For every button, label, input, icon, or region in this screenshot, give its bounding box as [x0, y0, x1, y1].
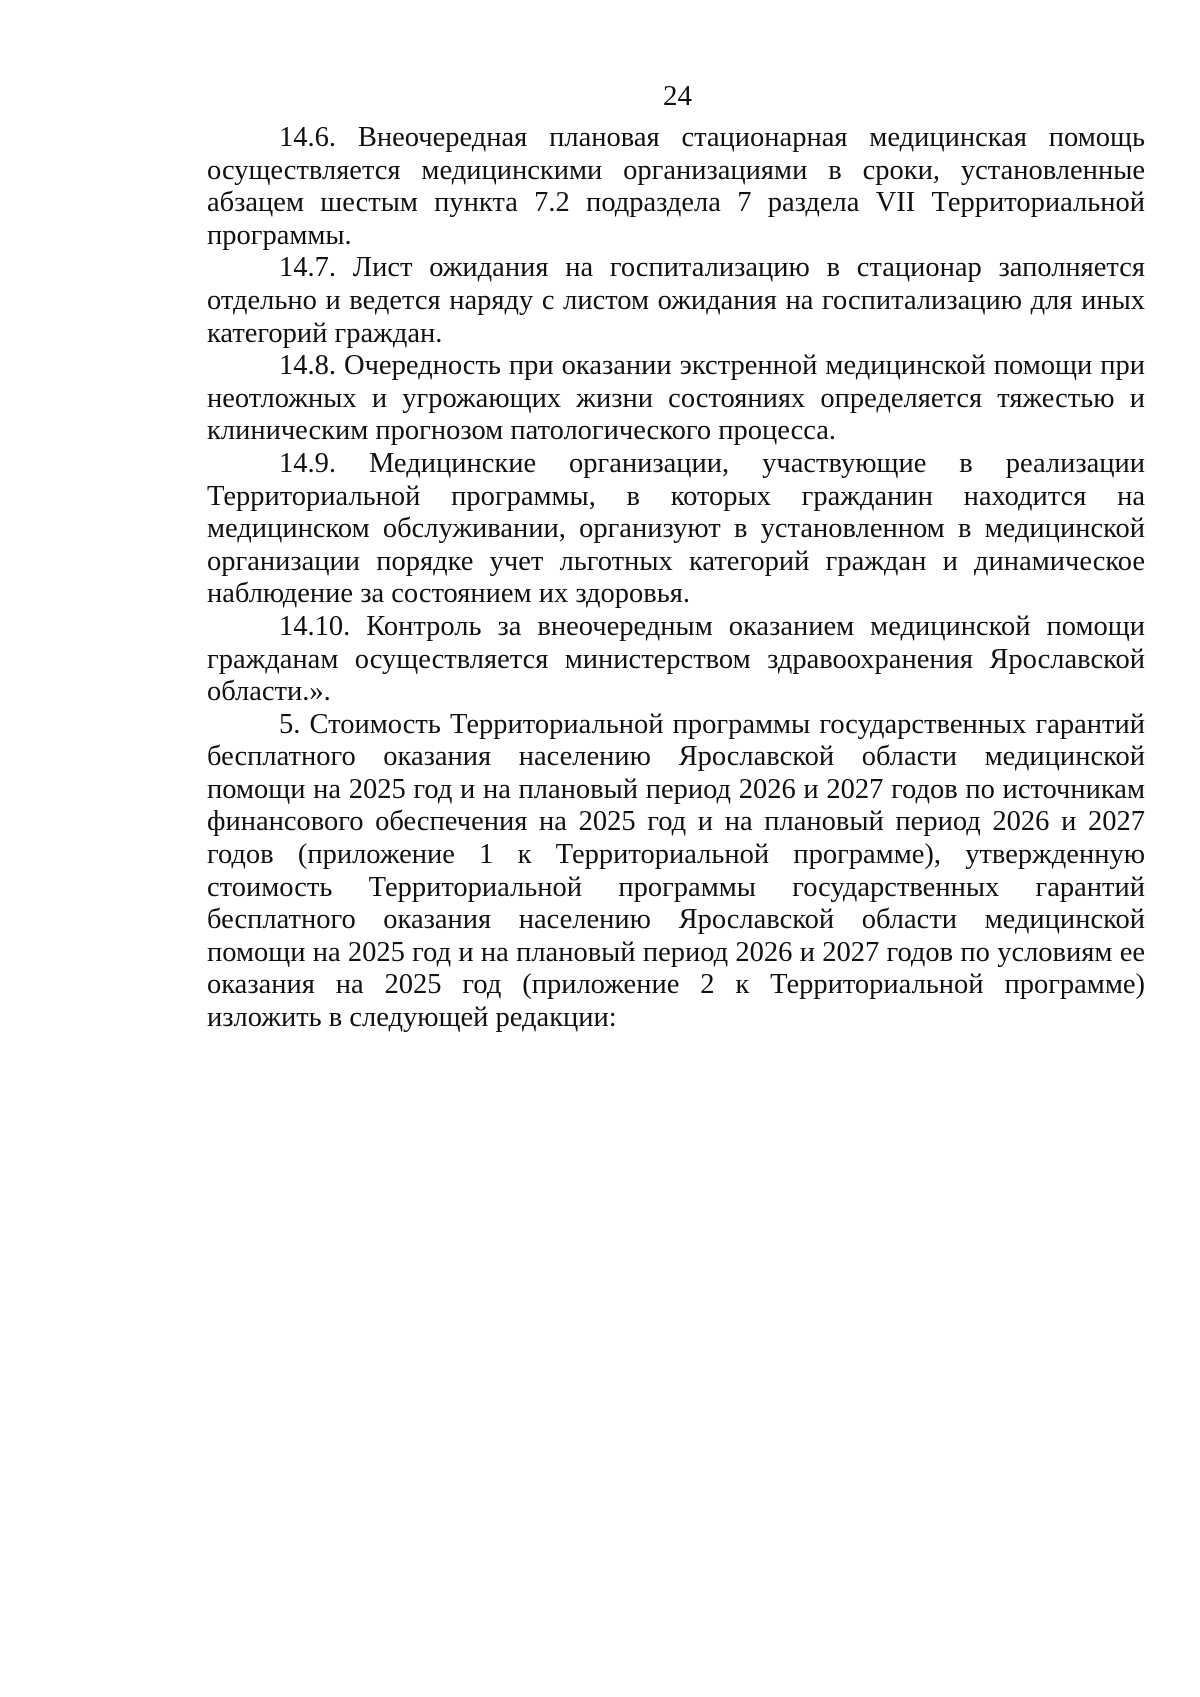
paragraph-14-10: 14.10. Контроль за внеочередным оказанием медицинской помощи гражданам осуществляется министерством здравоохранения Ярославской области.».: [207, 610, 1145, 708]
document-body: [207, 122, 1145, 1035]
page-number: 24: [663, 80, 692, 112]
paragraph-14-9: 14.9. Медицинские организации, участвующие в реализации Территориальной программы, в которых гражданин находится на медицинском обслуживании, организуют в установленном в медицинской организации порядке учет льготных категорий граждан и динамическое наблюдение за состоянием их здоровья.: [207, 447, 1145, 610]
paragraph-14-6: 14.6. Внеочередная плановая стационарная медицинская помощь осуществляется медицинскими организациями в сроки, установленные абзацем шестым пункта 7.2 подраздела 7 раздела VII Территориальной программы.: [207, 122, 1145, 251]
paragraph-14-7: 14.7. Лист ожидания на госпитализацию в стационар заполняется отдельно и ведется наряду с листом ожидания на госпитализацию для иных категорий граждан.: [207, 252, 1145, 349]
paragraph-14-8: 14.8. Очередность при оказании экстренной медицинской помощи при неотложных и угрожающих жизни состояниях определяется тяжестью и клиническим прогнозом патологического процесса.: [207, 350, 1145, 447]
paragraph-5: 5. Стоимость Территориальной программы государственных гарантий бесплатного оказания населению Ярославской области медицинской помощи на 2025 год и на плановый период 2026 и 2027 годов по источникам финансового обеспечения на 2025 год и на плановый период 2026 и 2027 годов (приложение 1 к Территориальной программе), утвержденную стоимость Территориальной программы государственных гарантий бесплатного оказания населению Ярославской области медицинской помощи на 2025 год и на плановый период 2026 и 2027 годов по условиям ее оказания на 2025 год (приложение 2 к Территориальной программе) изложить в следующей редакции:: [207, 708, 1145, 1034]
